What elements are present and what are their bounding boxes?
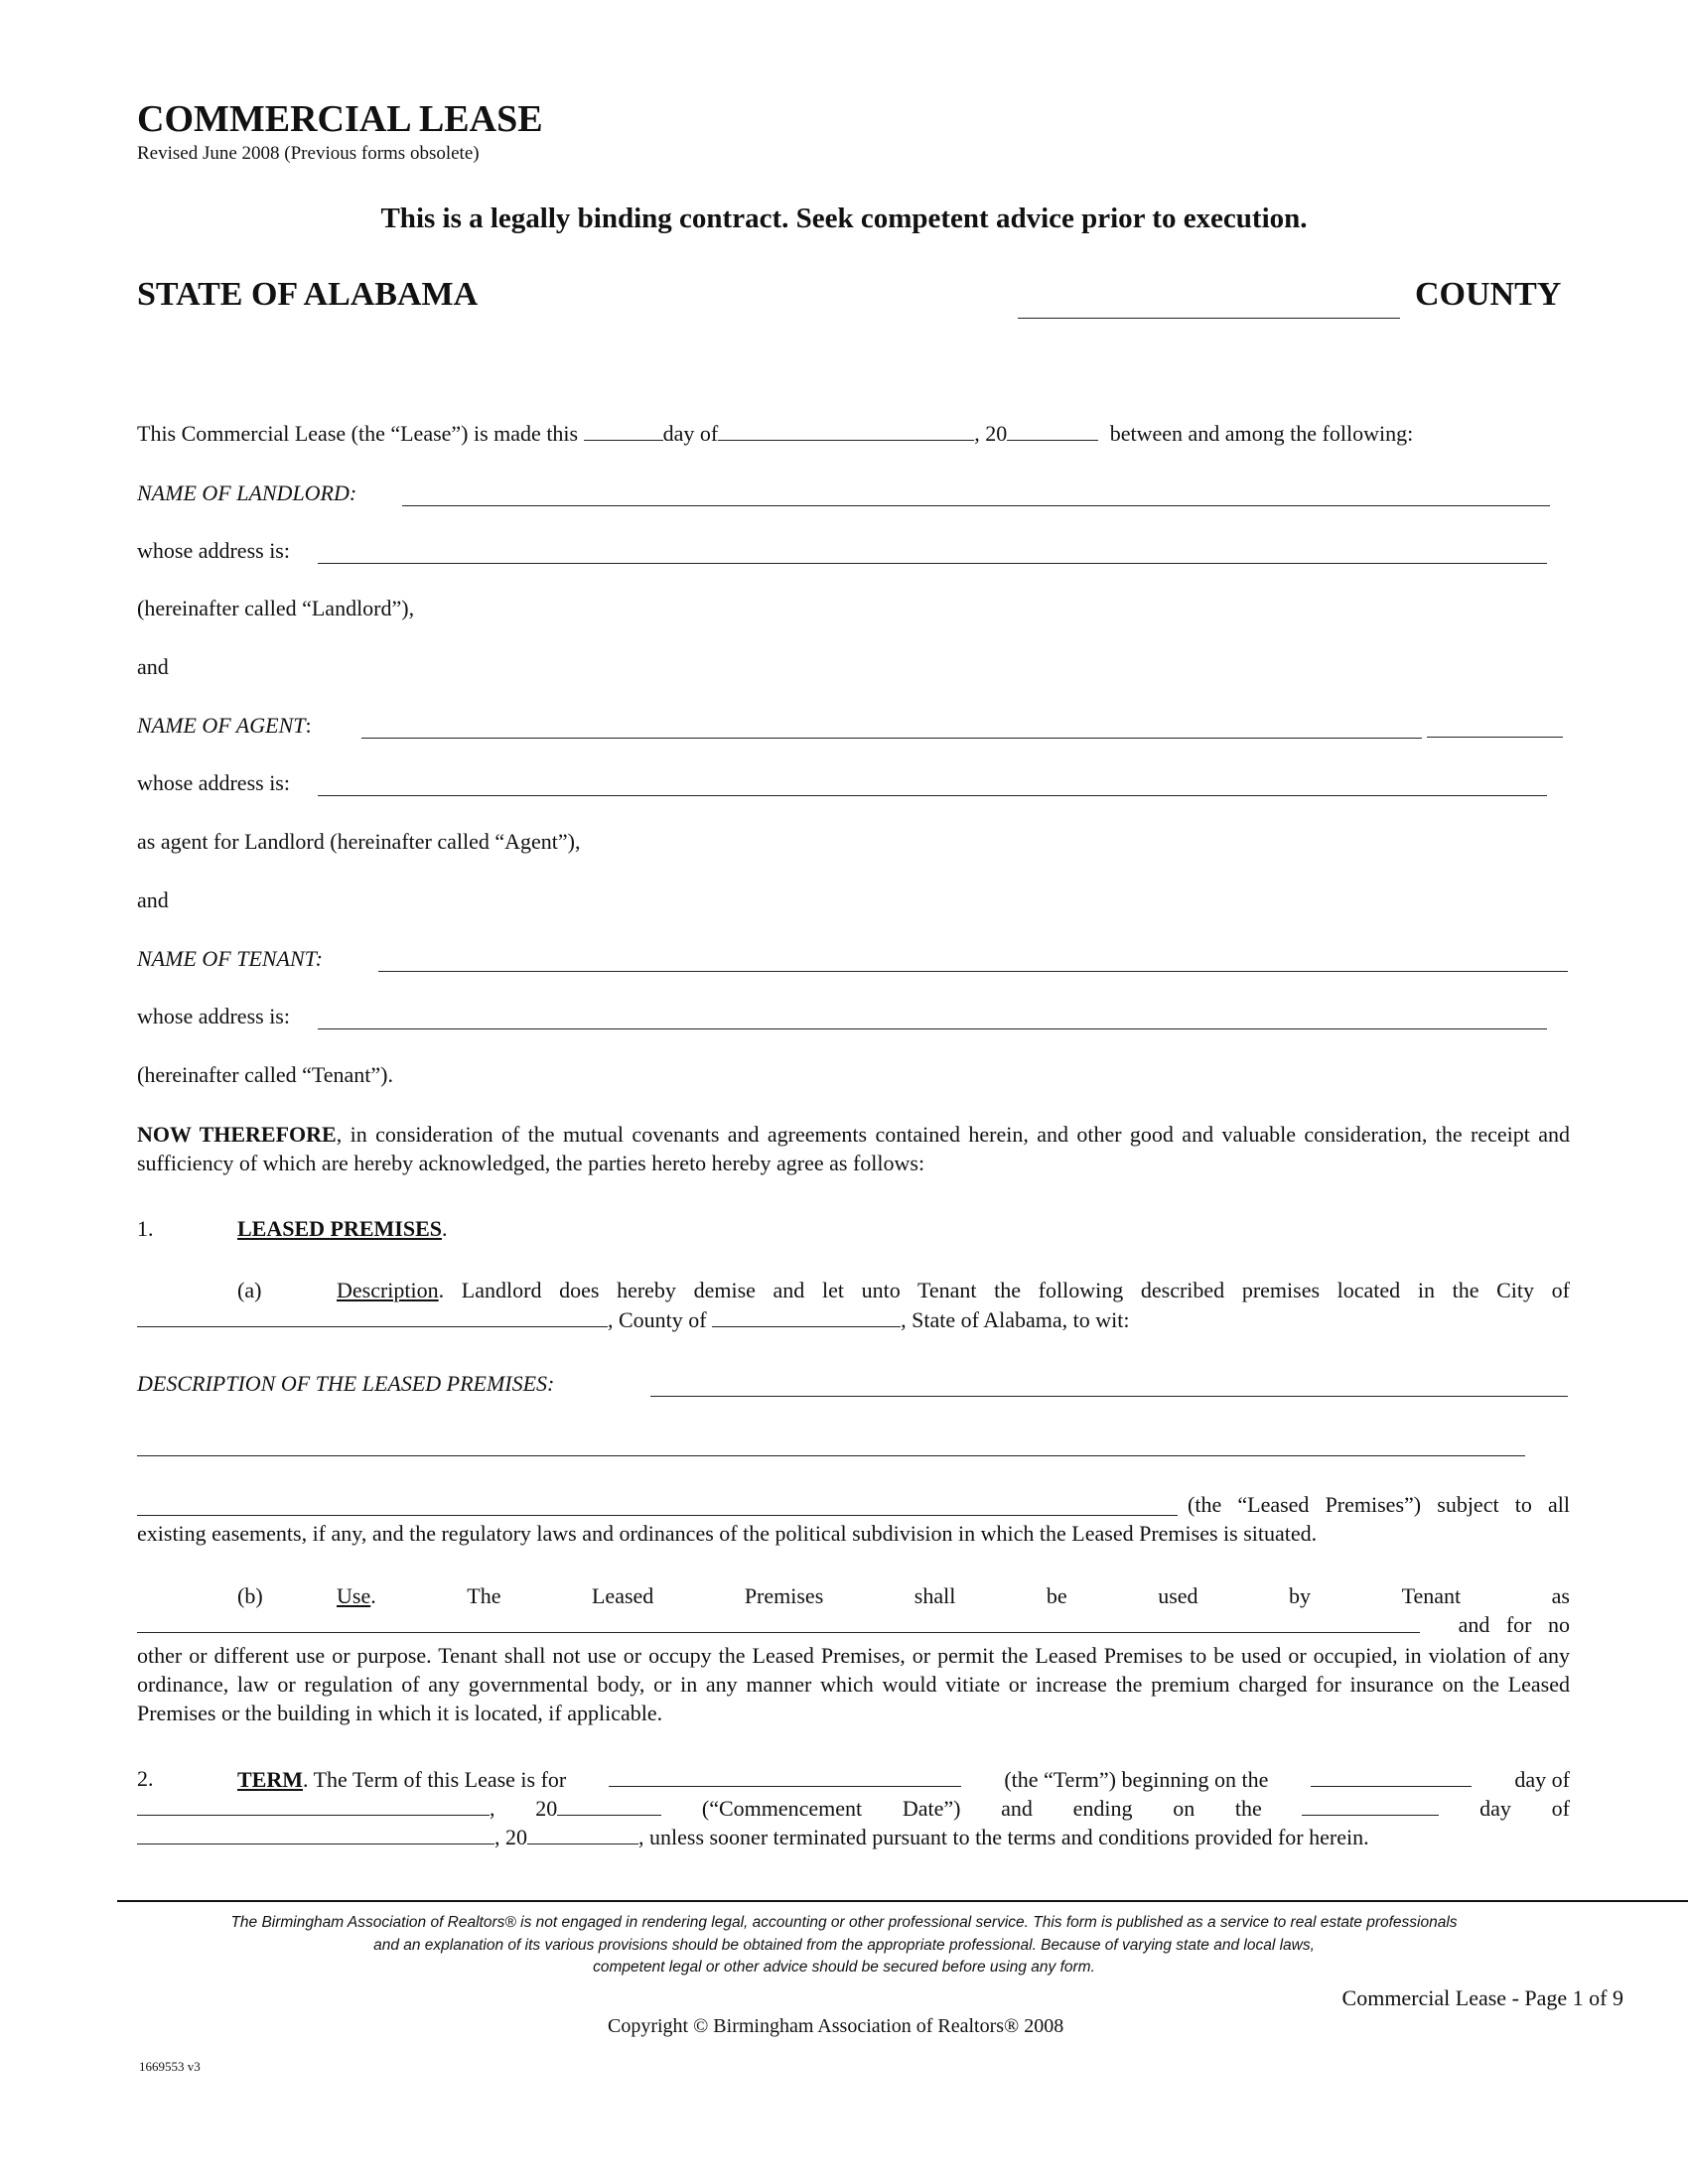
county-blank[interactable] <box>1018 318 1400 319</box>
agent-address-field[interactable] <box>318 795 1547 796</box>
landlord-address-field[interactable] <box>318 563 1547 564</box>
section-1-number: 1. <box>137 1216 154 1241</box>
end-day-blank[interactable] <box>1302 1795 1439 1816</box>
use-title-text: Use <box>337 1583 371 1608</box>
intro-between: between and among the following: <box>1109 421 1414 446</box>
section-1-period: . <box>442 1216 448 1241</box>
use-word-0: . <box>370 1583 376 1608</box>
description-field-2[interactable] <box>137 1455 1525 1456</box>
term-length-blank[interactable] <box>609 1766 961 1787</box>
state-heading: STATE OF ALABAMA <box>137 276 479 313</box>
description-field-1[interactable] <box>650 1396 1568 1397</box>
use-line <box>337 1583 1570 1609</box>
use-word-2: Leased <box>591 1583 654 1608</box>
footer-disclaimer-2: and an explanation of its various provisions should be obtained from the appropriate professional. Because of varying state and local laws, <box>373 1937 1315 1954</box>
landlord-name-label: NAME OF LANDLORD: <box>137 480 357 505</box>
agent-name-field-extra[interactable] <box>1427 737 1563 738</box>
use-rest-paragraph: other or different use or purpose. Tenant shall not use or occupy the Leased Premises, or permit the Leased Premises to be used or occupied, in violation of any ordinance, law or regulation of any governmental body, or in any manner which would vitiate or increase the premium charged for insurance on the Leased Premises or the building in which it is located, if applicable. <box>137 1643 1570 1725</box>
agent-name-label-text: NAME OF AGENT <box>137 713 306 738</box>
and-for-no-text: and for no <box>1458 1612 1570 1637</box>
description-title: Description <box>337 1278 439 1302</box>
description-field-3[interactable] <box>137 1515 1178 1516</box>
tenant-name-field[interactable] <box>378 971 1568 972</box>
use-word-8: Tenant <box>1401 1583 1462 1608</box>
term-t1: . The Term of this Lease is for <box>303 1767 567 1792</box>
term-start-year <box>535 1795 661 1822</box>
agent-address-label: whose address is: <box>137 770 290 795</box>
section-1a-text <box>337 1278 1570 1303</box>
footer-disclaimer-1: The Birmingham Association of Realtors® is not engaged in rendering legal, accounting or other professional service. This form is published as a service to real estate professionals <box>230 1914 1458 1931</box>
start-year-blank[interactable] <box>557 1795 661 1816</box>
term-start-month <box>137 1795 495 1822</box>
start-month-blank[interactable] <box>137 1795 490 1816</box>
description-label: DESCRIPTION OF THE LEASED PREMISES: <box>137 1371 555 1396</box>
now-therefore-text: , in consideration of the mutual covenants and agreements contained herein, and other good and valuable consideration, the receipt and sufficiency of which are hereby acknowledged, the parties hereto hereby agree as follows: <box>137 1122 1570 1175</box>
landlord-address-label: whose address is: <box>137 538 290 563</box>
copyright: Copyright © Birmingham Association of Realtors® 2008 <box>608 2015 1064 2037</box>
county-of-blank[interactable] <box>712 1306 901 1327</box>
footer-disclaimer-3: competent legal or other advice should be secured before using any form. <box>593 1959 1095 1976</box>
landlord-called: (hereinafter called “Landlord”), <box>137 596 415 620</box>
intro-line <box>137 420 1413 447</box>
term-t12: day <box>1479 1796 1511 1821</box>
term-t9: ending <box>1072 1796 1133 1821</box>
description-text: . Landlord does hereby demise and let unto Tenant the following described premises located in the City of <box>438 1278 1570 1302</box>
year-blank[interactable] <box>1007 420 1098 441</box>
use-word-3: Premises <box>744 1583 824 1608</box>
existing-easements-text: existing easements, if any, and the regulatory laws and ordinances of the political subdivision in which the Leased Premises is situated. <box>137 1521 1318 1546</box>
use-word-1: The <box>467 1583 501 1608</box>
day-blank[interactable] <box>584 420 663 441</box>
use-word-5: be <box>1046 1583 1067 1608</box>
term-t11: the <box>1234 1796 1262 1821</box>
use-word-9: as <box>1551 1583 1570 1608</box>
term-t4: , <box>490 1796 495 1821</box>
document-title: COMMERCIAL LEASE <box>137 98 543 140</box>
use-word-4: shall <box>914 1583 956 1608</box>
intro-comma-20: , 20 <box>974 421 1008 446</box>
agent-name-field[interactable] <box>361 738 1422 739</box>
term-t13: of <box>1551 1796 1570 1821</box>
and-text-1: and <box>137 654 169 679</box>
term-t10: on <box>1173 1796 1196 1821</box>
term-t6: (“Commencement <box>701 1796 863 1821</box>
county-of-text: , County of <box>608 1307 707 1332</box>
tenant-address-label: whose address is: <box>137 1004 290 1028</box>
term-line-3 <box>137 1824 1369 1850</box>
state-wit-text: , State of Alabama, to wit: <box>901 1307 1130 1332</box>
now-therefore-paragraph <box>137 1120 1570 1177</box>
use-field[interactable] <box>137 1632 1420 1633</box>
section-1a-label: (a) <box>237 1278 262 1302</box>
now-therefore-bold: NOW THEREFORE <box>137 1122 337 1147</box>
tenant-address-field[interactable] <box>318 1028 1547 1029</box>
term-t8: and <box>1001 1796 1033 1821</box>
term-t14: , 20 <box>494 1825 527 1849</box>
term-t7: Date”) <box>902 1796 961 1821</box>
section-1-heading-text: LEASED PREMISES <box>237 1216 443 1241</box>
start-day-blank[interactable] <box>1311 1766 1472 1787</box>
term-t15: , unless sooner terminated pursuant to the terms and conditions provided for herein. <box>638 1825 1369 1849</box>
end-month-blank[interactable] <box>137 1824 494 1844</box>
use-word-6: used <box>1158 1583 1198 1608</box>
section-1-heading <box>237 1216 448 1242</box>
landlord-name-field[interactable] <box>402 505 1550 506</box>
intro-day-of: day of <box>662 421 719 446</box>
use-word-7: by <box>1289 1583 1312 1608</box>
section-1b-label: (b) <box>237 1583 263 1608</box>
section-2-number: 2. <box>137 1766 154 1791</box>
term-t2: (the “Term”) beginning on the <box>1004 1767 1269 1792</box>
term-line-1 <box>237 1766 1570 1793</box>
city-blank[interactable] <box>137 1306 608 1327</box>
term-heading <box>237 1767 566 1793</box>
month-blank[interactable] <box>718 420 974 441</box>
term-heading-text: TERM <box>237 1767 303 1792</box>
footer-rule <box>117 1900 1688 1902</box>
term-t3: day of <box>1514 1767 1570 1792</box>
leased-premises-text: (the “Leased Premises”) subject to all <box>1188 1492 1570 1517</box>
page-number: Commercial Lease - Page 1 of 9 <box>1341 1985 1623 2010</box>
term-line-2 <box>137 1795 1570 1822</box>
use-title <box>337 1583 376 1609</box>
city-county-line <box>137 1306 1129 1333</box>
tenant-name-label: NAME OF TENANT: <box>137 946 324 971</box>
county-heading: COUNTY <box>1415 276 1562 313</box>
document-id: 1669553 v3 <box>139 2059 201 2074</box>
end-year-blank[interactable] <box>527 1824 638 1844</box>
revision-note: Revised June 2008 (Previous forms obsolete) <box>137 143 480 164</box>
agent-name-label <box>137 713 312 739</box>
agent-called: as agent for Landlord (hereinafter called “Agent”), <box>137 829 581 854</box>
term-t5: 20 <box>535 1796 558 1821</box>
intro-made-this: This Commercial Lease (the “Lease”) is made this <box>137 421 579 446</box>
legal-warning: This is a legally binding contract. Seek competent advice prior to execution. <box>380 203 1308 234</box>
and-text-2: and <box>137 887 169 912</box>
tenant-called: (hereinafter called “Tenant”). <box>137 1062 394 1087</box>
agent-colon: : <box>305 713 312 738</box>
